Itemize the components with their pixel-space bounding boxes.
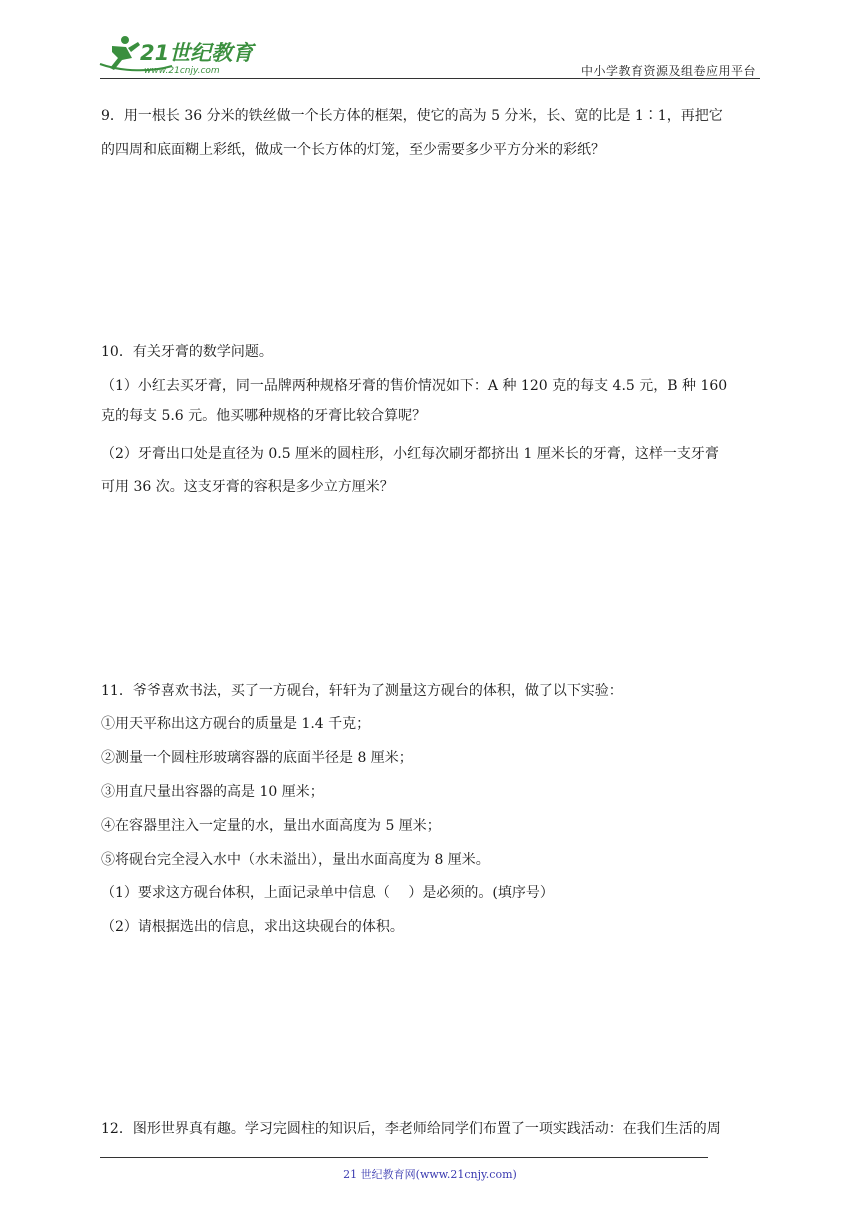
q11-item-2: ②测量一个圆柱形玻璃容器的底面半径是 8 厘米；: [101, 750, 413, 766]
page-footer[interactable]: 21 世纪教育网(www.21cnjy.com): [343, 1168, 517, 1181]
q9-line-1: 9．用一根长 36 分米的铁丝做一个长方体的框架，使它的高为 5 分米，长、宽的比是 1∶1，再把它: [101, 108, 723, 124]
q12-line-1: 12．图形世界真有趣。学习完圆柱的知识后，李老师给同学们布置了一项实践活动：在我们生活的周: [101, 1121, 721, 1137]
q11-item-5: ⑤将砚台完全浸入水中（水未溢出），量出水面高度为 8 厘米。: [101, 852, 490, 868]
logo-url: www.21cnjy.com: [144, 66, 220, 76]
q11-sub-2: （2）请根据选出的信息，求出这块砚台的体积。: [101, 919, 404, 935]
footer-divider: [100, 1157, 708, 1158]
platform-name: 中小学教育资源及组卷应用平台: [580, 64, 756, 78]
q9-line-2: 的四周和底面糊上彩纸，做成一个长方体的灯笼，至少需要多少平方分米的彩纸？: [101, 142, 605, 158]
header-divider: [100, 78, 760, 79]
runner-logo-icon: [92, 30, 282, 80]
logo-text: 21世纪教育: [140, 41, 254, 65]
q11-item-1: ①用天平称出这方砚台的质量是 1.4 千克；: [101, 716, 371, 732]
q11-item-3: ③用直尺量出容器的高是 10 厘米；: [101, 784, 324, 800]
q10-part1-line-2: 克的每支 5.6 元。他买哪种规格的牙膏比较合算呢？: [101, 408, 427, 424]
site-logo[interactable]: [92, 30, 282, 80]
q11-item-4: ④在容器里注入一定量的水，量出水面高度为 5 厘米；: [101, 818, 441, 834]
q10-part2-line-2: 可用 36 次。这支牙膏的容积是多少立方厘米？: [101, 479, 394, 495]
q10-part1-line-1: （1）小红去买牙膏，同一品牌两种规格牙膏的售价情况如下：A 种 120 克的每支 4.5 元，B 种 160: [101, 378, 728, 394]
q10-title: 10．有关牙膏的数学问题。: [101, 344, 273, 360]
page-header: [0, 0, 860, 80]
q11-title: 11．爷爷喜欢书法，买了一方砚台，轩轩为了测量这方砚台的体积，做了以下实验：: [101, 683, 623, 699]
q10-part2-line-1: （2）牙膏出口处是直径为 0.5 厘米的圆柱形，小红每次刷牙都挤出 1 厘米长的牙膏，这样一支牙膏: [101, 446, 719, 462]
q11-sub-1: （1）要求这方砚台体积，上面记录单中信息（ ）是必须的。(填序号）: [101, 885, 554, 901]
